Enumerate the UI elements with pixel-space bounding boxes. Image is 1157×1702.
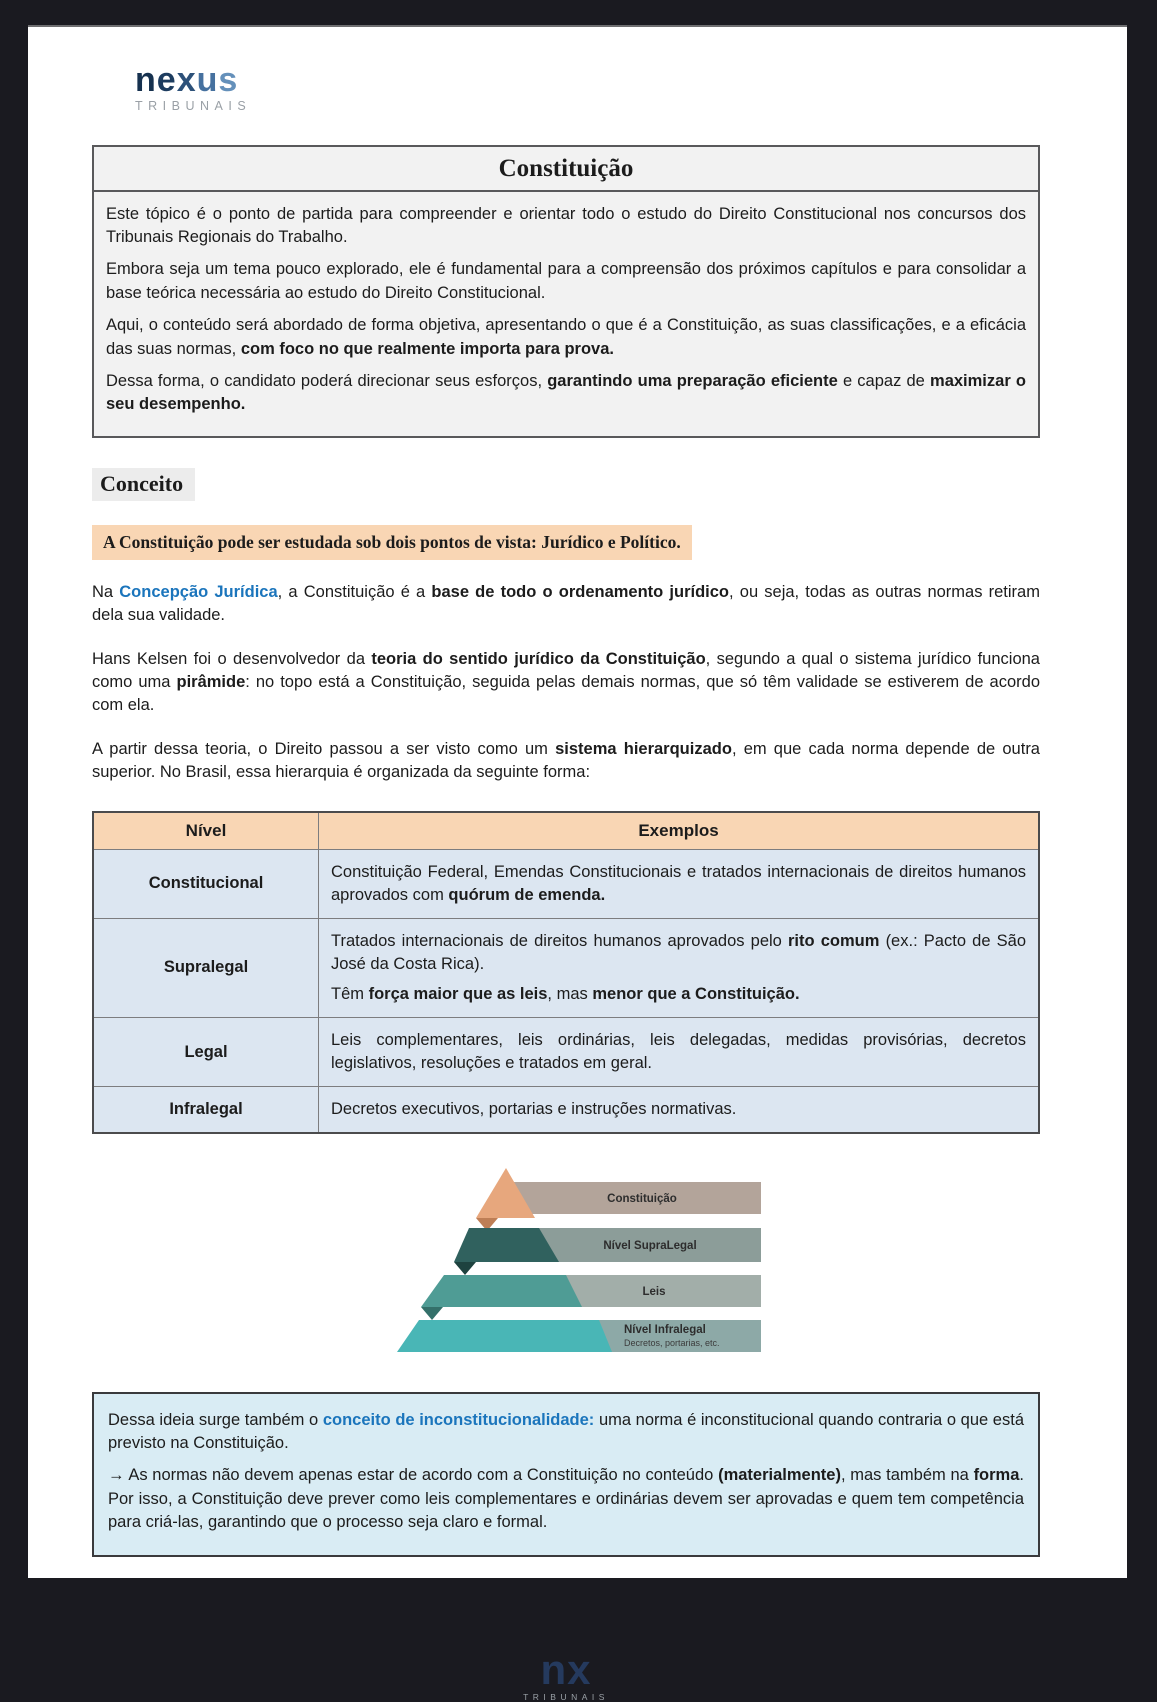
example-text: Constituição Federal, Emendas Constitucionais e tratados internacionais de direitos humanos aprovados com quórum de emenda. — [331, 862, 1026, 904]
hierarchy-table — [92, 811, 1040, 1135]
note-paragraph: Dessa ideia surge também o conceito de inconstitucionalidade: uma norma é inconstitucional quando contraria o que está previsto na Constituição. — [108, 1411, 1024, 1453]
pyramid-level-label: Nível Infralegal — [624, 1324, 706, 1337]
table-header-examples: Exemplos — [319, 812, 1040, 850]
intro-paragraph: Este tópico é o ponto de partida para compreender e orientar todo o estudo do Direito Constitucional nos concursos dos Tribunais Regionais do Trabalho. — [106, 204, 1026, 246]
body-paragraph: Hans Kelsen foi o desenvolvedor da teoria do sentido jurídico da Constituição, segundo a qual o sistema jurídico funciona como uma pirâmide: no topo está a Constituição, seguida pelas demais normas, que só têm validade se estiverem de acordo com ela. — [92, 650, 1040, 715]
examples-cell — [319, 918, 1040, 1017]
title-box — [92, 145, 1040, 438]
footer-logo — [92, 1645, 1040, 1702]
pyramid-level-label: Leis — [642, 1286, 666, 1299]
level-cell: Constitucional — [93, 849, 319, 918]
pyramid-diagram — [392, 1160, 772, 1360]
document-page — [28, 25, 1127, 1702]
level-cell: Infralegal — [93, 1087, 319, 1134]
intro-paragraph: Dessa forma, o candidato poderá direcionar seus esforços, garantindo uma preparação eficiente e capaz de maximizar o seu desempenho. — [106, 372, 1026, 414]
page-title: Constituição — [94, 147, 1038, 192]
footer-logo-subtitle: TRIBUNAIS — [523, 1691, 609, 1702]
table-row — [93, 918, 1039, 1017]
note-box — [92, 1392, 1040, 1556]
nexus-logo: nexus — [135, 61, 239, 99]
level-cell: Legal — [93, 1018, 319, 1087]
table-header-row — [93, 812, 1039, 850]
example-text: Tratados internacionais de direitos humanos aprovados pelo rito comum (ex.: Pacto de São José da Costa Rica). — [331, 931, 1026, 973]
body-paragraph: A partir dessa teoria, o Direito passou a ser visto como um sistema hierarquizado, em que cada norma depende de outra superior. No Brasil, essa hierarquia é organizada da seguinte forma: — [92, 740, 1040, 782]
example-text: Decretos executivos, portarias e instruções normativas. — [331, 1100, 737, 1119]
intro-paragraph: Embora seja um tema pouco explorado, ele é fundamental para a compreensão dos próximos capítulos e para consolidar a base teórica necessária ao estudo do Direito Constitucional. — [106, 260, 1026, 302]
level-cell: Supralegal — [93, 918, 319, 1017]
example-text: Têm força maior que as leis, mas menor que a Constituição. — [331, 984, 800, 1003]
intro-text — [94, 192, 1038, 436]
examples-cell — [319, 849, 1040, 918]
pyramid-fold — [454, 1262, 476, 1275]
body-paragraph: Na Concepção Jurídica, a Constituição é a base de todo o ordenamento jurídico, ou seja, todas as outras normas retiram dela sua validade. — [92, 582, 1040, 624]
header-logo — [135, 63, 1040, 113]
logo-subtitle: TRIBUNAIS — [135, 99, 252, 113]
examples-cell — [319, 1087, 1040, 1134]
pyramid-svg — [392, 1160, 772, 1360]
intro-paragraph: Aqui, o conteúdo será abordado de forma objetiva, apresentando o que é a Constituição, as suas classificações, e a eficácia das suas normas, com foco no que realmente importa para prova. — [106, 316, 1026, 358]
example-text: Leis complementares, leis ordinárias, leis delegadas, medidas provisórias, decretos legislativos, resoluções e tratados em geral. — [331, 1031, 1026, 1073]
examples-cell — [319, 1018, 1040, 1087]
pyramid-level-shape — [397, 1320, 612, 1352]
table-row — [93, 849, 1039, 918]
pyramid-level-label: Constituição — [607, 1193, 677, 1206]
pyramid-level-shape — [421, 1275, 582, 1307]
table-row — [93, 1018, 1039, 1087]
section-heading: Conceito — [92, 468, 195, 501]
pyramid-level-label: Nível SupraLegal — [603, 1240, 697, 1253]
highlight-banner: A Constituição pode ser estudada sob dois pontos de vista: Jurídico e Político. — [92, 525, 692, 560]
nx-logo: nx — [540, 1645, 592, 1693]
note-paragraph: → As normas não devem apenas estar de acordo com a Constituição no conteúdo (materialmente), mas também na forma. Por isso, a Constituição deve prever como leis complementares e ordinárias devem ser aprovadas e quem tem competência para criá-las, garantindo que o processo seja claro e formal. — [108, 1466, 1024, 1531]
pyramid-fold — [421, 1307, 443, 1320]
table-header-level: Nível — [93, 812, 319, 850]
table-row — [93, 1087, 1039, 1134]
pyramid-level-sublabel: Decretos, portarias, etc. — [624, 1338, 720, 1349]
